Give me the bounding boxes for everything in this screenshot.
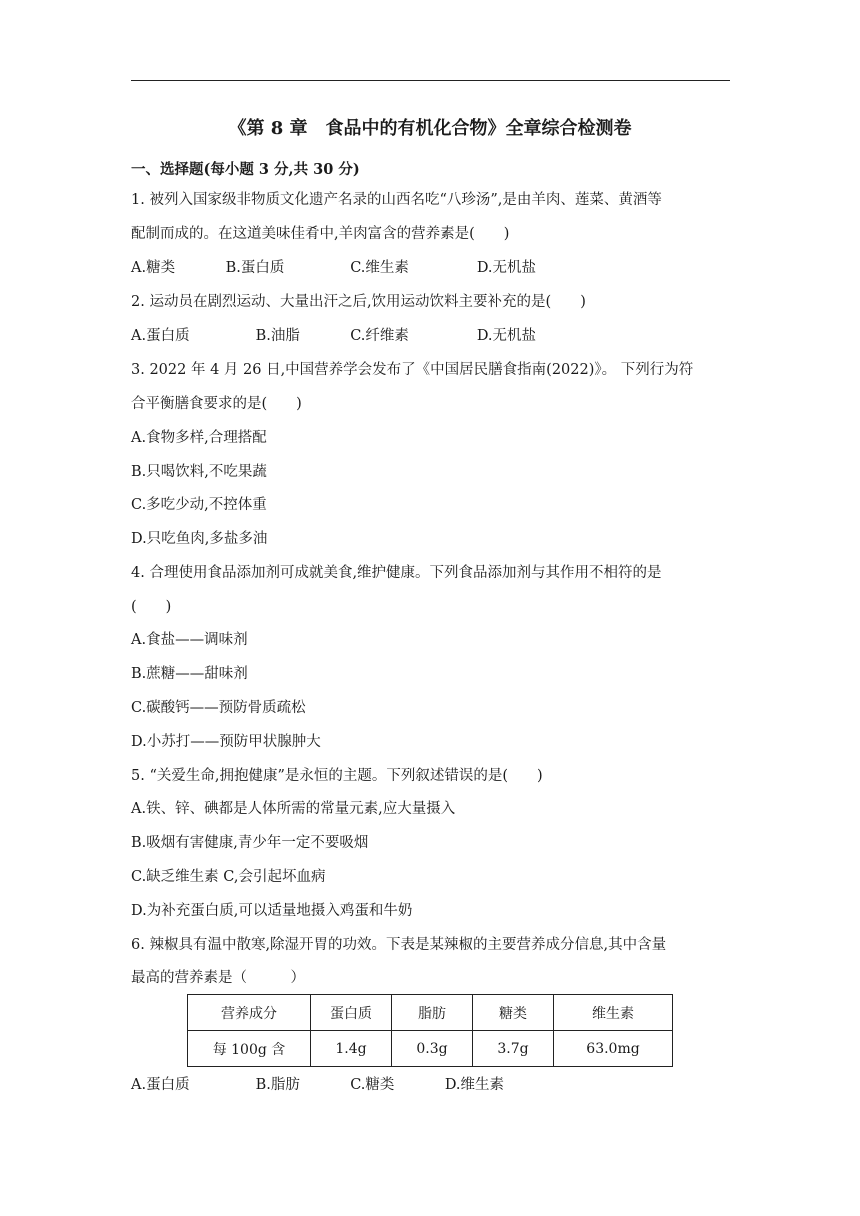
table-header-row bbox=[188, 995, 673, 1031]
nutrition-table bbox=[187, 994, 673, 1067]
table-cell: 1.4g bbox=[311, 1031, 392, 1067]
question-4-option-a[interactable]: A.食盐——调味剂 bbox=[131, 632, 248, 648]
question-3-stem-line-2: 合平衡膳食要求的是( ) bbox=[131, 396, 302, 412]
question-6-stem-line-1: 6. 辣椒具有温中散寒,除湿开胃的功效。下表是某辣椒的主要营养成分信息,其中含量 bbox=[131, 937, 667, 953]
question-6-options bbox=[131, 1075, 504, 1095]
question-5-option-a[interactable]: A.铁、锌、碘都是人体所需的常量元素,应大量摄入 bbox=[131, 801, 456, 817]
option-a[interactable]: A.糖类 bbox=[131, 260, 176, 276]
header-rule bbox=[131, 80, 730, 81]
option-c[interactable]: C.糖类 bbox=[350, 1077, 395, 1093]
question-1-stem-line-2: 配制而成的。在这道美味佳肴中,羊肉富含的营养素是( ) bbox=[131, 226, 510, 242]
table-header-cell: 糖类 bbox=[473, 995, 554, 1031]
question-1-stem-line-1: 1. 被列入国家级非物质文化遗产名录的山西名吃“八珍汤”,是由羊肉、莲菜、黄酒等 bbox=[131, 192, 662, 208]
question-5-option-d[interactable]: D.为补充蛋白质,可以适量地摄入鸡蛋和牛奶 bbox=[131, 903, 413, 919]
question-1-options bbox=[131, 258, 536, 278]
question-6-stem-line-2: 最高的营养素是（ ） bbox=[131, 970, 305, 986]
table-header-cell: 脂肪 bbox=[392, 995, 473, 1031]
option-a[interactable]: A.蛋白质 bbox=[131, 328, 190, 344]
option-b[interactable]: B.油脂 bbox=[255, 328, 300, 344]
option-b[interactable]: B.脂肪 bbox=[255, 1077, 300, 1093]
option-b[interactable]: B.蛋白质 bbox=[225, 260, 285, 276]
question-3-option-d[interactable]: D.只吃鱼肉,多盐多油 bbox=[131, 531, 268, 547]
question-3-option-c[interactable]: C.多吃少动,不控体重 bbox=[131, 497, 267, 513]
option-d[interactable]: D.无机盐 bbox=[476, 328, 537, 344]
question-4-stem-line-2: ( ) bbox=[131, 599, 172, 615]
question-4-option-b[interactable]: B.蔗糖——甜味剂 bbox=[131, 666, 248, 682]
question-5-option-c[interactable]: C.缺乏维生素 C,会引起坏血病 bbox=[131, 869, 326, 885]
question-4-option-d[interactable]: D.小苏打——预防甲状腺肿大 bbox=[131, 734, 321, 750]
question-3-stem-line-1: 3. 2022 年 4 月 26 日,中国营养学会发布了《中国居民膳食指南(2022)》。 下列行为符 bbox=[131, 362, 694, 378]
table-cell: 3.7g bbox=[473, 1031, 554, 1067]
table-cell: 63.0mg bbox=[554, 1031, 673, 1067]
page-title: 《第 8 章 食品中的有机化合物》全章综合检测卷 bbox=[228, 118, 632, 139]
question-3-option-a[interactable]: A.食物多样,合理搭配 bbox=[131, 430, 267, 446]
option-d[interactable]: D.维生素 bbox=[444, 1077, 505, 1093]
question-5-option-b[interactable]: B.吸烟有害健康,青少年一定不要吸烟 bbox=[131, 835, 369, 851]
table-row bbox=[188, 1031, 673, 1067]
option-c[interactable]: C.纤维素 bbox=[350, 328, 409, 344]
table-header-cell: 营养成分 bbox=[188, 995, 311, 1031]
option-a[interactable]: A.蛋白质 bbox=[131, 1077, 190, 1093]
option-d[interactable]: D.无机盐 bbox=[476, 260, 537, 276]
table-cell: 每 100g 含 bbox=[188, 1031, 311, 1067]
option-c[interactable]: C.维生素 bbox=[350, 260, 409, 276]
table-header-cell: 蛋白质 bbox=[311, 995, 392, 1031]
question-5-stem-line-1: 5. “关爱生命,拥抱健康”是永恒的主题。下列叙述错误的是( ) bbox=[131, 768, 543, 784]
question-3-option-b[interactable]: B.只喝饮料,不吃果蔬 bbox=[131, 464, 267, 480]
question-2-stem-line-1: 2. 运动员在剧烈运动、大量出汗之后,饮用运动饮料主要补充的是( ) bbox=[131, 294, 586, 310]
question-4-stem-line-1: 4. 合理使用食品添加剂可成就美食,维护健康。下列食品添加剂与其作用不相符的是 bbox=[131, 565, 662, 581]
table-cell: 0.3g bbox=[392, 1031, 473, 1067]
question-4-option-c[interactable]: C.碳酸钙——预防骨质疏松 bbox=[131, 700, 306, 716]
section-heading: 一、选择题(每小题 3 分,共 30 分) bbox=[131, 161, 360, 178]
question-2-options bbox=[131, 326, 536, 346]
table-header-cell: 维生素 bbox=[554, 995, 673, 1031]
